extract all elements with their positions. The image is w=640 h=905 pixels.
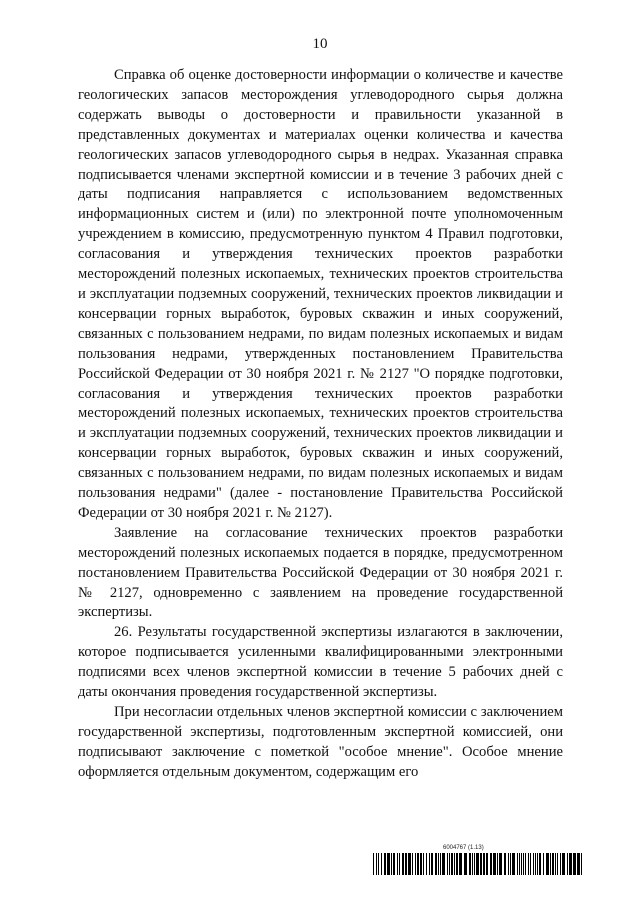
barcode-block [373, 845, 583, 875]
paragraph-application: Заявление на согласование технических проектов разработки месторождений полезных ископаемых подается в порядке, предусмотренном постановлением Правительства Российской Федерации от 30 ноября 2021 г. № 2127, одновременно с заявлением на проведение государственной экспертизы. [78, 524, 563, 621]
page-number: 10 [312, 36, 328, 52]
barcode-code: 6004767 (1.13) [443, 845, 484, 851]
paragraph-item-26: 26. Результаты государственной экспертизы излагаются в заключении, которое подписывается усиленными квалифицированными электронными подписями всех членов экспертной комиссии в течение 5 рабочих дней с даты окончания проведения государственной экспертизы. [78, 624, 563, 701]
barcode-icon [373, 853, 583, 875]
paragraph-dissenting-opinion: При несогласии отдельных членов экспертной комиссии с заключением государственной экспертизы, подготовленным экспертной комиссией, они подписывают заключение с пометкой "особое мнение". Особое мнение оформляется отдельным документом, содержащим его [78, 704, 563, 780]
document-body [78, 66, 563, 783]
paragraph-expert-report: Справка об оценке достоверности информации о количестве и качестве геологических запасов месторождения углеводородного сырья должна содержать выводы о достоверности и правильности указанной в представленных документах и материалах оценки количества и качества геологических запасов углеводородного сырья в недрах. Указанная справка подписывается членами экспертной комиссии и в течение 3 рабочих дней с даты подписания направляется с использованием ведомственных информационных систем и (или) по электронной почте уполномоченным учреждением в комиссию, предусмотренную пунктом 4 Правил подготовки, согласования и утверждения технических проектов разработки месторождений полезных ископаемых, технических проектов строительства и эксплуатации подземных сооружений, технических проектов ликвидации и консервации горных выработок, буровых скважин и иных сооружений, связанных с пользованием недрами, по видам полезных ископаемых и видам пользования недрами, утвержденных постановлением Правительства Российской Федерации от 30 ноября 2021 г. № 2127 "О порядке подготовки, согласования и утверждения технических проектов разработки месторождений полезных ископаемых, технических проектов строительства и эксплуатации подземных сооружений, технических проектов ликвидации и консервации горных выработок, буровых скважин и иных сооружений, связанных с пользованием недрами, по видам полезных ископаемых и видам пользования недрами" (далее - постановление Правительства Российской Федерации от 30 ноября 2021 г. № 2127). [78, 67, 563, 521]
